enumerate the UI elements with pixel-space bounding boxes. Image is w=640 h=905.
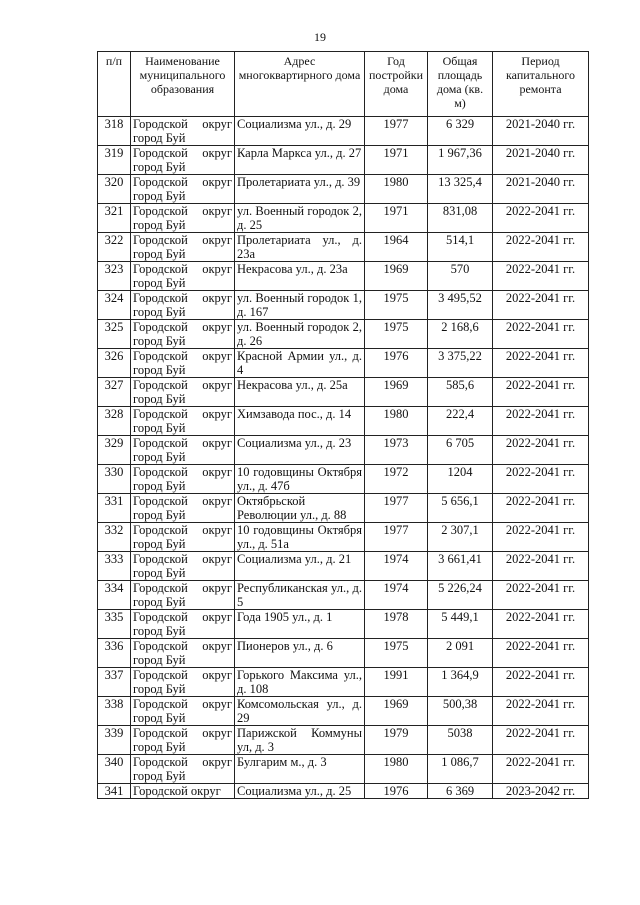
table-body xyxy=(98,117,589,799)
cell-period: 2022-2041 гг. xyxy=(493,552,589,581)
cell-area: 2 091 xyxy=(428,639,493,668)
cell-area: 3 375,22 xyxy=(428,349,493,378)
cell-municipality: Городской округ город Буй xyxy=(131,436,235,465)
cell-num: 327 xyxy=(98,378,131,407)
cell-year: 1973 xyxy=(365,436,428,465)
cell-num: 340 xyxy=(98,755,131,784)
cell-period: 2023-2042 гг. xyxy=(493,784,589,799)
cell-year: 1975 xyxy=(365,639,428,668)
table-row xyxy=(98,291,589,320)
cell-address: Горького Максима ул., д. 108 xyxy=(235,668,365,697)
table-row xyxy=(98,117,589,146)
cell-area: 5 449,1 xyxy=(428,610,493,639)
cell-area: 5 226,24 xyxy=(428,581,493,610)
cell-num: 323 xyxy=(98,262,131,291)
cell-period: 2022-2041 гг. xyxy=(493,320,589,349)
cell-address: Социализма ул., д. 25 xyxy=(235,784,365,799)
cell-year: 1976 xyxy=(365,784,428,799)
page-number: 19 xyxy=(314,30,326,44)
cell-period: 2021-2040 гг. xyxy=(493,117,589,146)
cell-address: ул. Военный городок 1, д. 167 xyxy=(235,291,365,320)
table-row xyxy=(98,146,589,175)
cell-num: 326 xyxy=(98,349,131,378)
table-row xyxy=(98,726,589,755)
cell-area: 2 168,6 xyxy=(428,320,493,349)
cell-address: 10 годовщины Октября ул., д. 51а xyxy=(235,523,365,552)
table-row xyxy=(98,610,589,639)
cell-area: 500,38 xyxy=(428,697,493,726)
cell-address: Пролетариата ул., д. 23а xyxy=(235,233,365,262)
cell-num: 336 xyxy=(98,639,131,668)
cell-area: 1204 xyxy=(428,465,493,494)
cell-address: Карла Маркса ул., д. 27 xyxy=(235,146,365,175)
cell-municipality: Городской округ город Буй xyxy=(131,523,235,552)
cell-area: 831,08 xyxy=(428,204,493,233)
cell-num: 333 xyxy=(98,552,131,581)
cell-period: 2022-2041 гг. xyxy=(493,697,589,726)
cell-address: Октябрьской Революции ул., д. 88 xyxy=(235,494,365,523)
cell-period: 2022-2041 гг. xyxy=(493,407,589,436)
cell-municipality: Городской округ город Буй xyxy=(131,349,235,378)
cell-num: 321 xyxy=(98,204,131,233)
cell-num: 337 xyxy=(98,668,131,697)
table-row xyxy=(98,523,589,552)
cell-num: 320 xyxy=(98,175,131,204)
cell-period: 2022-2041 гг. xyxy=(493,291,589,320)
cell-municipality: Городской округ город Буй xyxy=(131,233,235,262)
cell-period: 2021-2040 гг. xyxy=(493,146,589,175)
cell-municipality: Городской округ город Буй xyxy=(131,755,235,784)
cell-address: ул. Военный городок 2, д. 25 xyxy=(235,204,365,233)
cell-year: 1980 xyxy=(365,755,428,784)
cell-area: 6 369 xyxy=(428,784,493,799)
cell-num: 332 xyxy=(98,523,131,552)
cell-year: 1969 xyxy=(365,262,428,291)
cell-area: 585,6 xyxy=(428,378,493,407)
header-address: Адрес многоквартирного дома xyxy=(235,52,365,117)
cell-year: 1977 xyxy=(365,523,428,552)
cell-year: 1974 xyxy=(365,581,428,610)
cell-year: 1979 xyxy=(365,726,428,755)
cell-municipality: Городской округ город Буй xyxy=(131,697,235,726)
cell-address: ул. Военный городок 2, д. 26 xyxy=(235,320,365,349)
cell-period: 2022-2041 гг. xyxy=(493,262,589,291)
cell-period: 2022-2041 гг. xyxy=(493,726,589,755)
cell-address: Социализма ул., д. 29 xyxy=(235,117,365,146)
cell-area: 6 329 xyxy=(428,117,493,146)
cell-year: 1975 xyxy=(365,291,428,320)
cell-year: 1971 xyxy=(365,204,428,233)
cell-address: Некрасова ул., д. 23а xyxy=(235,262,365,291)
cell-num: 324 xyxy=(98,291,131,320)
cell-period: 2022-2041 гг. xyxy=(493,581,589,610)
cell-municipality: Городской округ город Буй xyxy=(131,175,235,204)
cell-period: 2022-2041 гг. xyxy=(493,465,589,494)
cell-area: 1 364,9 xyxy=(428,668,493,697)
housing-registry-table xyxy=(97,51,589,799)
cell-period: 2022-2041 гг. xyxy=(493,233,589,262)
cell-num: 328 xyxy=(98,407,131,436)
table-row xyxy=(98,349,589,378)
table-row xyxy=(98,204,589,233)
cell-year: 1964 xyxy=(365,233,428,262)
cell-municipality: Городской округ город Буй xyxy=(131,726,235,755)
table-row xyxy=(98,668,589,697)
cell-municipality: Городской округ город Буй xyxy=(131,204,235,233)
table-row xyxy=(98,233,589,262)
header-area: Общая площадь дома (кв. м) xyxy=(428,52,493,117)
cell-address: Красной Армии ул., д. 4 xyxy=(235,349,365,378)
cell-area: 5038 xyxy=(428,726,493,755)
cell-year: 1980 xyxy=(365,407,428,436)
cell-municipality: Городской округ город Буй xyxy=(131,494,235,523)
table-row xyxy=(98,320,589,349)
cell-num: 318 xyxy=(98,117,131,146)
cell-municipality: Городской округ город Буй xyxy=(131,320,235,349)
cell-period: 2022-2041 гг. xyxy=(493,204,589,233)
cell-municipality: Городской округ город Буй xyxy=(131,465,235,494)
cell-address: Некрасова ул., д. 25а xyxy=(235,378,365,407)
cell-period: 2022-2041 гг. xyxy=(493,523,589,552)
header-period: Период капитального ремонта xyxy=(493,52,589,117)
table-row xyxy=(98,784,589,799)
cell-area: 1 967,36 xyxy=(428,146,493,175)
cell-area: 514,1 xyxy=(428,233,493,262)
cell-num: 319 xyxy=(98,146,131,175)
cell-year: 1991 xyxy=(365,668,428,697)
cell-address: Химзавода пос., д. 14 xyxy=(235,407,365,436)
cell-year: 1971 xyxy=(365,146,428,175)
cell-area: 2 307,1 xyxy=(428,523,493,552)
cell-area: 1 086,7 xyxy=(428,755,493,784)
cell-num: 322 xyxy=(98,233,131,262)
cell-municipality: Городской округ город Буй xyxy=(131,378,235,407)
cell-municipality: Городской округ город Буй xyxy=(131,639,235,668)
cell-period: 2022-2041 гг. xyxy=(493,639,589,668)
cell-period: 2022-2041 гг. xyxy=(493,436,589,465)
cell-year: 1980 xyxy=(365,175,428,204)
cell-period: 2022-2041 гг. xyxy=(493,610,589,639)
cell-year: 1977 xyxy=(365,117,428,146)
table-row xyxy=(98,175,589,204)
cell-area: 13 325,4 xyxy=(428,175,493,204)
cell-year: 1969 xyxy=(365,378,428,407)
cell-municipality: Городской округ город Буй xyxy=(131,581,235,610)
table-row xyxy=(98,407,589,436)
cell-num: 335 xyxy=(98,610,131,639)
cell-area: 5 656,1 xyxy=(428,494,493,523)
cell-period: 2022-2041 гг. xyxy=(493,494,589,523)
table-row xyxy=(98,378,589,407)
table-row xyxy=(98,552,589,581)
cell-address: Социализма ул., д. 21 xyxy=(235,552,365,581)
cell-num: 329 xyxy=(98,436,131,465)
cell-area: 6 705 xyxy=(428,436,493,465)
cell-num: 331 xyxy=(98,494,131,523)
table-row xyxy=(98,465,589,494)
cell-address: Комсомольская ул., д. 29 xyxy=(235,697,365,726)
cell-municipality: Городской округ город Буй xyxy=(131,610,235,639)
cell-num: 341 xyxy=(98,784,131,799)
cell-period: 2022-2041 гг. xyxy=(493,755,589,784)
cell-num: 338 xyxy=(98,697,131,726)
header-num: п/п xyxy=(98,52,131,117)
cell-year: 1977 xyxy=(365,494,428,523)
cell-area: 3 495,52 xyxy=(428,291,493,320)
cell-year: 1978 xyxy=(365,610,428,639)
table-row xyxy=(98,755,589,784)
cell-period: 2021-2040 гг. xyxy=(493,175,589,204)
cell-municipality: Городской округ город Буй xyxy=(131,552,235,581)
cell-year: 1975 xyxy=(365,320,428,349)
cell-address: Социализма ул., д. 23 xyxy=(235,436,365,465)
cell-address: Республиканская ул., д. 5 xyxy=(235,581,365,610)
cell-municipality: Городской округ xyxy=(131,784,235,799)
table-row xyxy=(98,639,589,668)
header-year: Год постройки дома xyxy=(365,52,428,117)
cell-period: 2022-2041 гг. xyxy=(493,668,589,697)
cell-year: 1976 xyxy=(365,349,428,378)
cell-area: 3 661,41 xyxy=(428,552,493,581)
table-header-row xyxy=(98,52,589,117)
header-municipality: Наименование муниципального образования xyxy=(131,52,235,117)
cell-address: Пионеров ул., д. 6 xyxy=(235,639,365,668)
cell-address: Парижской Коммуны ул, д. 3 xyxy=(235,726,365,755)
table-row xyxy=(98,262,589,291)
cell-municipality: Городской округ город Буй xyxy=(131,262,235,291)
cell-year: 1974 xyxy=(365,552,428,581)
cell-municipality: Городской округ город Буй xyxy=(131,146,235,175)
cell-period: 2022-2041 гг. xyxy=(493,349,589,378)
cell-num: 330 xyxy=(98,465,131,494)
cell-num: 334 xyxy=(98,581,131,610)
cell-address: Пролетариата ул., д. 39 xyxy=(235,175,365,204)
cell-year: 1969 xyxy=(365,697,428,726)
cell-area: 570 xyxy=(428,262,493,291)
cell-year: 1972 xyxy=(365,465,428,494)
table-row xyxy=(98,494,589,523)
cell-address: Булгарим м., д. 3 xyxy=(235,755,365,784)
cell-area: 222,4 xyxy=(428,407,493,436)
cell-address: Года 1905 ул., д. 1 xyxy=(235,610,365,639)
table-row xyxy=(98,581,589,610)
table-row xyxy=(98,436,589,465)
cell-period: 2022-2041 гг. xyxy=(493,378,589,407)
cell-municipality: Городской округ город Буй xyxy=(131,291,235,320)
cell-municipality: Городской округ город Буй xyxy=(131,117,235,146)
cell-num: 339 xyxy=(98,726,131,755)
cell-address: 10 годовщины Октября ул., д. 47б xyxy=(235,465,365,494)
table-row xyxy=(98,697,589,726)
cell-municipality: Городской округ город Буй xyxy=(131,407,235,436)
cell-municipality: Городской округ город Буй xyxy=(131,668,235,697)
cell-num: 325 xyxy=(98,320,131,349)
